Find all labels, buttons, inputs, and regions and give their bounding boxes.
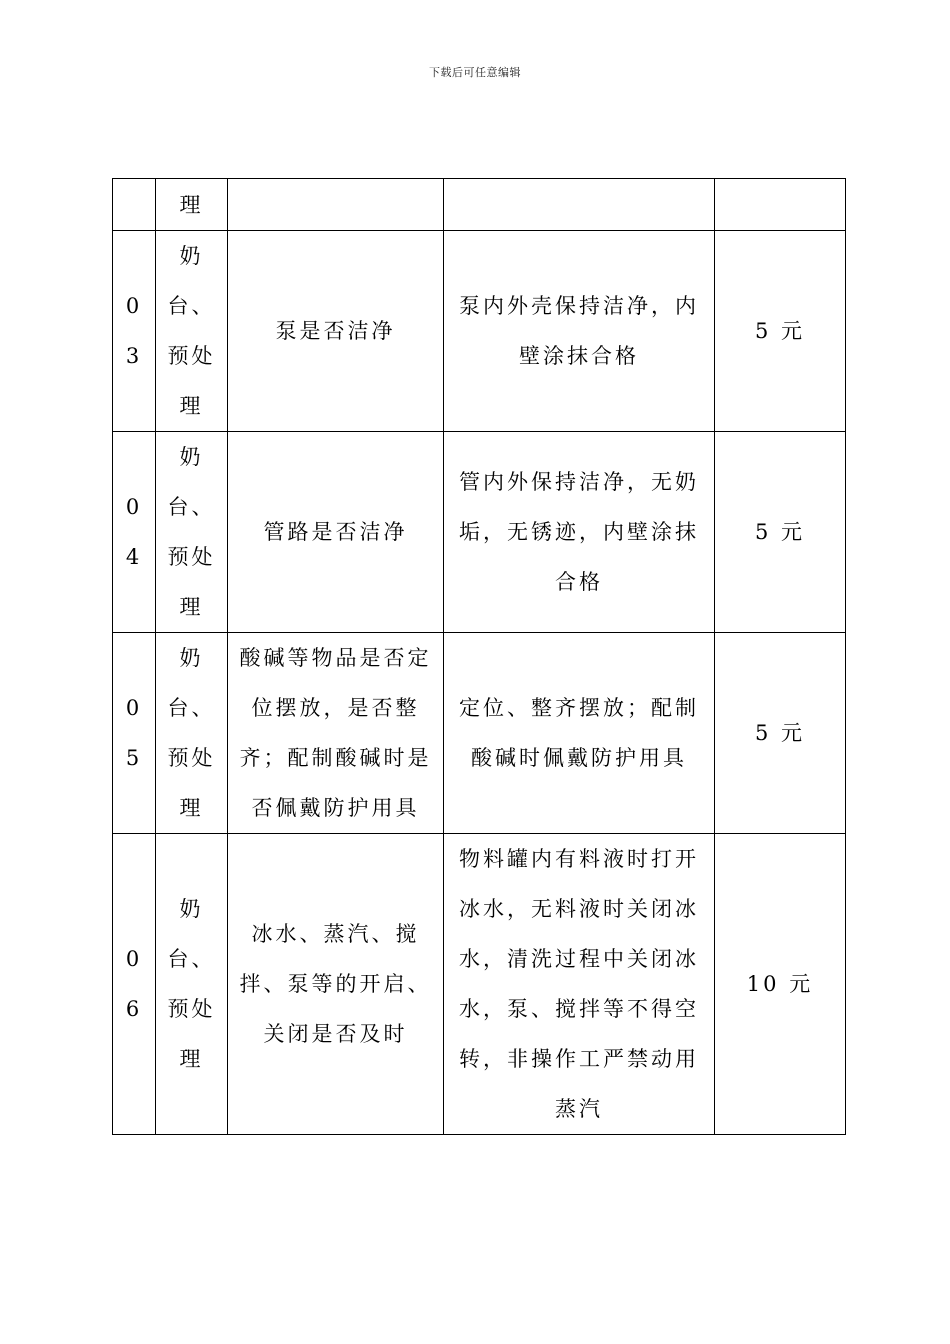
area-line: 奶: [179, 244, 204, 268]
area-cell: [156, 432, 228, 633]
area-cell: [156, 179, 228, 231]
standard-cell: 物料罐内有料液时打开冰水，无料液时关闭冰水，清洗过程中关闭冰水，泵、搅拌等不得空转，非操作工严禁动用蒸汽: [444, 834, 715, 1135]
standard-cell: [444, 179, 715, 231]
area-line: 奶: [179, 897, 204, 921]
area-line: 理: [179, 192, 204, 217]
fine-cell: 5 元: [715, 432, 846, 633]
area-line: 台、: [167, 947, 216, 971]
table-row: [113, 633, 846, 834]
fine-cell: 5 元: [715, 633, 846, 834]
standard-cell: 泵内外壳保持洁净，内壁涂抹合格: [444, 231, 715, 432]
area-line: 理: [179, 394, 204, 418]
area-line: 理: [179, 796, 204, 820]
standard-cell: 定位、整齐摆放；配制酸碱时佩戴防护用具: [444, 633, 715, 834]
area-line: 预处: [167, 746, 216, 770]
area-line: 台、: [167, 696, 216, 720]
area-line: 理: [179, 1047, 204, 1071]
area-cell: [156, 231, 228, 432]
page-header: 下载后可任意编辑: [429, 66, 521, 79]
standard-cell: 管内外保持洁净，无奶垢，无锈迹，内壁涂抹合格: [444, 432, 715, 633]
area-line: 奶: [179, 445, 204, 469]
item-cell: 管路是否洁净: [228, 432, 444, 633]
item-cell: 泵是否洁净: [228, 231, 444, 432]
fine-cell: 10 元: [715, 834, 846, 1135]
area-line: 理: [179, 595, 204, 619]
item-cell: [228, 179, 444, 231]
item-cell: 酸碱等物品是否定位摆放，是否整齐；配制酸碱时是否佩戴防护用具: [228, 633, 444, 834]
table-row: [113, 179, 846, 231]
code-cell: 04: [113, 432, 156, 633]
area-cell: [156, 834, 228, 1135]
code-cell: [113, 179, 156, 231]
code-cell: 03: [113, 231, 156, 432]
code-cell: 06: [113, 834, 156, 1135]
inspection-table: [112, 178, 846, 1135]
area-line: 奶: [179, 646, 204, 670]
fine-cell: 5 元: [715, 231, 846, 432]
area-cell: [156, 633, 228, 834]
area-line: 台、: [167, 294, 216, 318]
table-row: [113, 231, 846, 432]
table-row: [113, 432, 846, 633]
area-line: 预处: [167, 545, 216, 569]
area-line: 预处: [167, 344, 216, 368]
code-cell: 05: [113, 633, 156, 834]
fine-cell: [715, 179, 846, 231]
table-row: [113, 834, 846, 1135]
area-line: 预处: [167, 997, 216, 1021]
area-line: 台、: [167, 495, 216, 519]
item-cell: 冰水、蒸汽、搅拌、泵等的开启、关闭是否及时: [228, 834, 444, 1135]
